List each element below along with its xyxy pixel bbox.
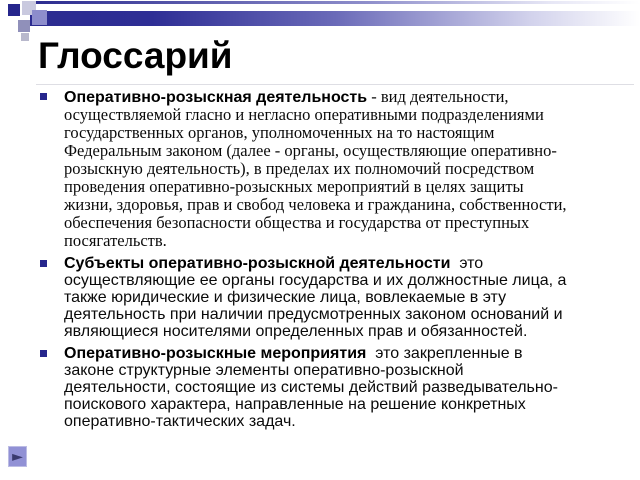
- next-arrow-icon: ►: [12, 448, 23, 465]
- banner-gradient-bar: [30, 11, 640, 26]
- next-slide-button[interactable]: [8, 446, 27, 467]
- bullet-square-icon: [40, 93, 47, 100]
- glossary-list: [40, 88, 574, 430]
- bullet-square-icon: [40, 260, 47, 267]
- deco-square-slate: [18, 20, 30, 32]
- term-separator: [450, 255, 459, 272]
- glossary-entry-ord: [40, 88, 572, 250]
- slide-body: [40, 88, 574, 435]
- glossary-entry-measures: [40, 345, 572, 430]
- glossary-term: Субъекты оперативно-розыскной деятельности: [64, 255, 451, 272]
- deco-square-periwinkle: [32, 10, 47, 25]
- term-separator: -: [367, 87, 381, 106]
- banner-thin-gradient-line: [34, 1, 640, 4]
- bullet-square-icon: [40, 350, 47, 357]
- glossary-definition: вид деятельности, осуществляемой гласно и негласно оперативными подразделениями государственных органов, уполномоченных на то настоящим Федеральным законом (далее - органы, осуществляющие оперативно-розыскную деятельность), в пределах их полномочий посредством проведения оперативно-розыскных мероприятий в целях защиты жизни, здоровья, прав и свобод человека и гражданина, собственности, обеспечения безопасности общества и государства от преступных посягательств.: [64, 87, 567, 250]
- glossary-term: Оперативно-розыскная деятельность: [64, 89, 368, 106]
- term-separator: [366, 345, 375, 362]
- deco-square-navy: [8, 4, 20, 16]
- glossary-term: Оперативно-розыскные мероприятия: [64, 345, 367, 362]
- glossary-entry-subjects: [40, 255, 572, 340]
- glossary-definition: это закрепленные в законе структурные элементы оперативно-розыскной деятельности, состоящие из системы действий разведывательно-поискового характера, направленные на решение конкретных оперативно-тактических задач.: [64, 345, 558, 430]
- glossary-definition: это осуществляющие ее органы государства и их должностные лица, а также юридические и физические лица, вовлекаемые в эту деятельность при наличии предусмотренных законом оснований и являющиеся носителями определенных прав и обязанностей.: [64, 255, 567, 340]
- slide-title: Глоссарий: [38, 35, 233, 76]
- deco-square-small: [21, 33, 29, 41]
- title-underline-rule: [36, 84, 634, 85]
